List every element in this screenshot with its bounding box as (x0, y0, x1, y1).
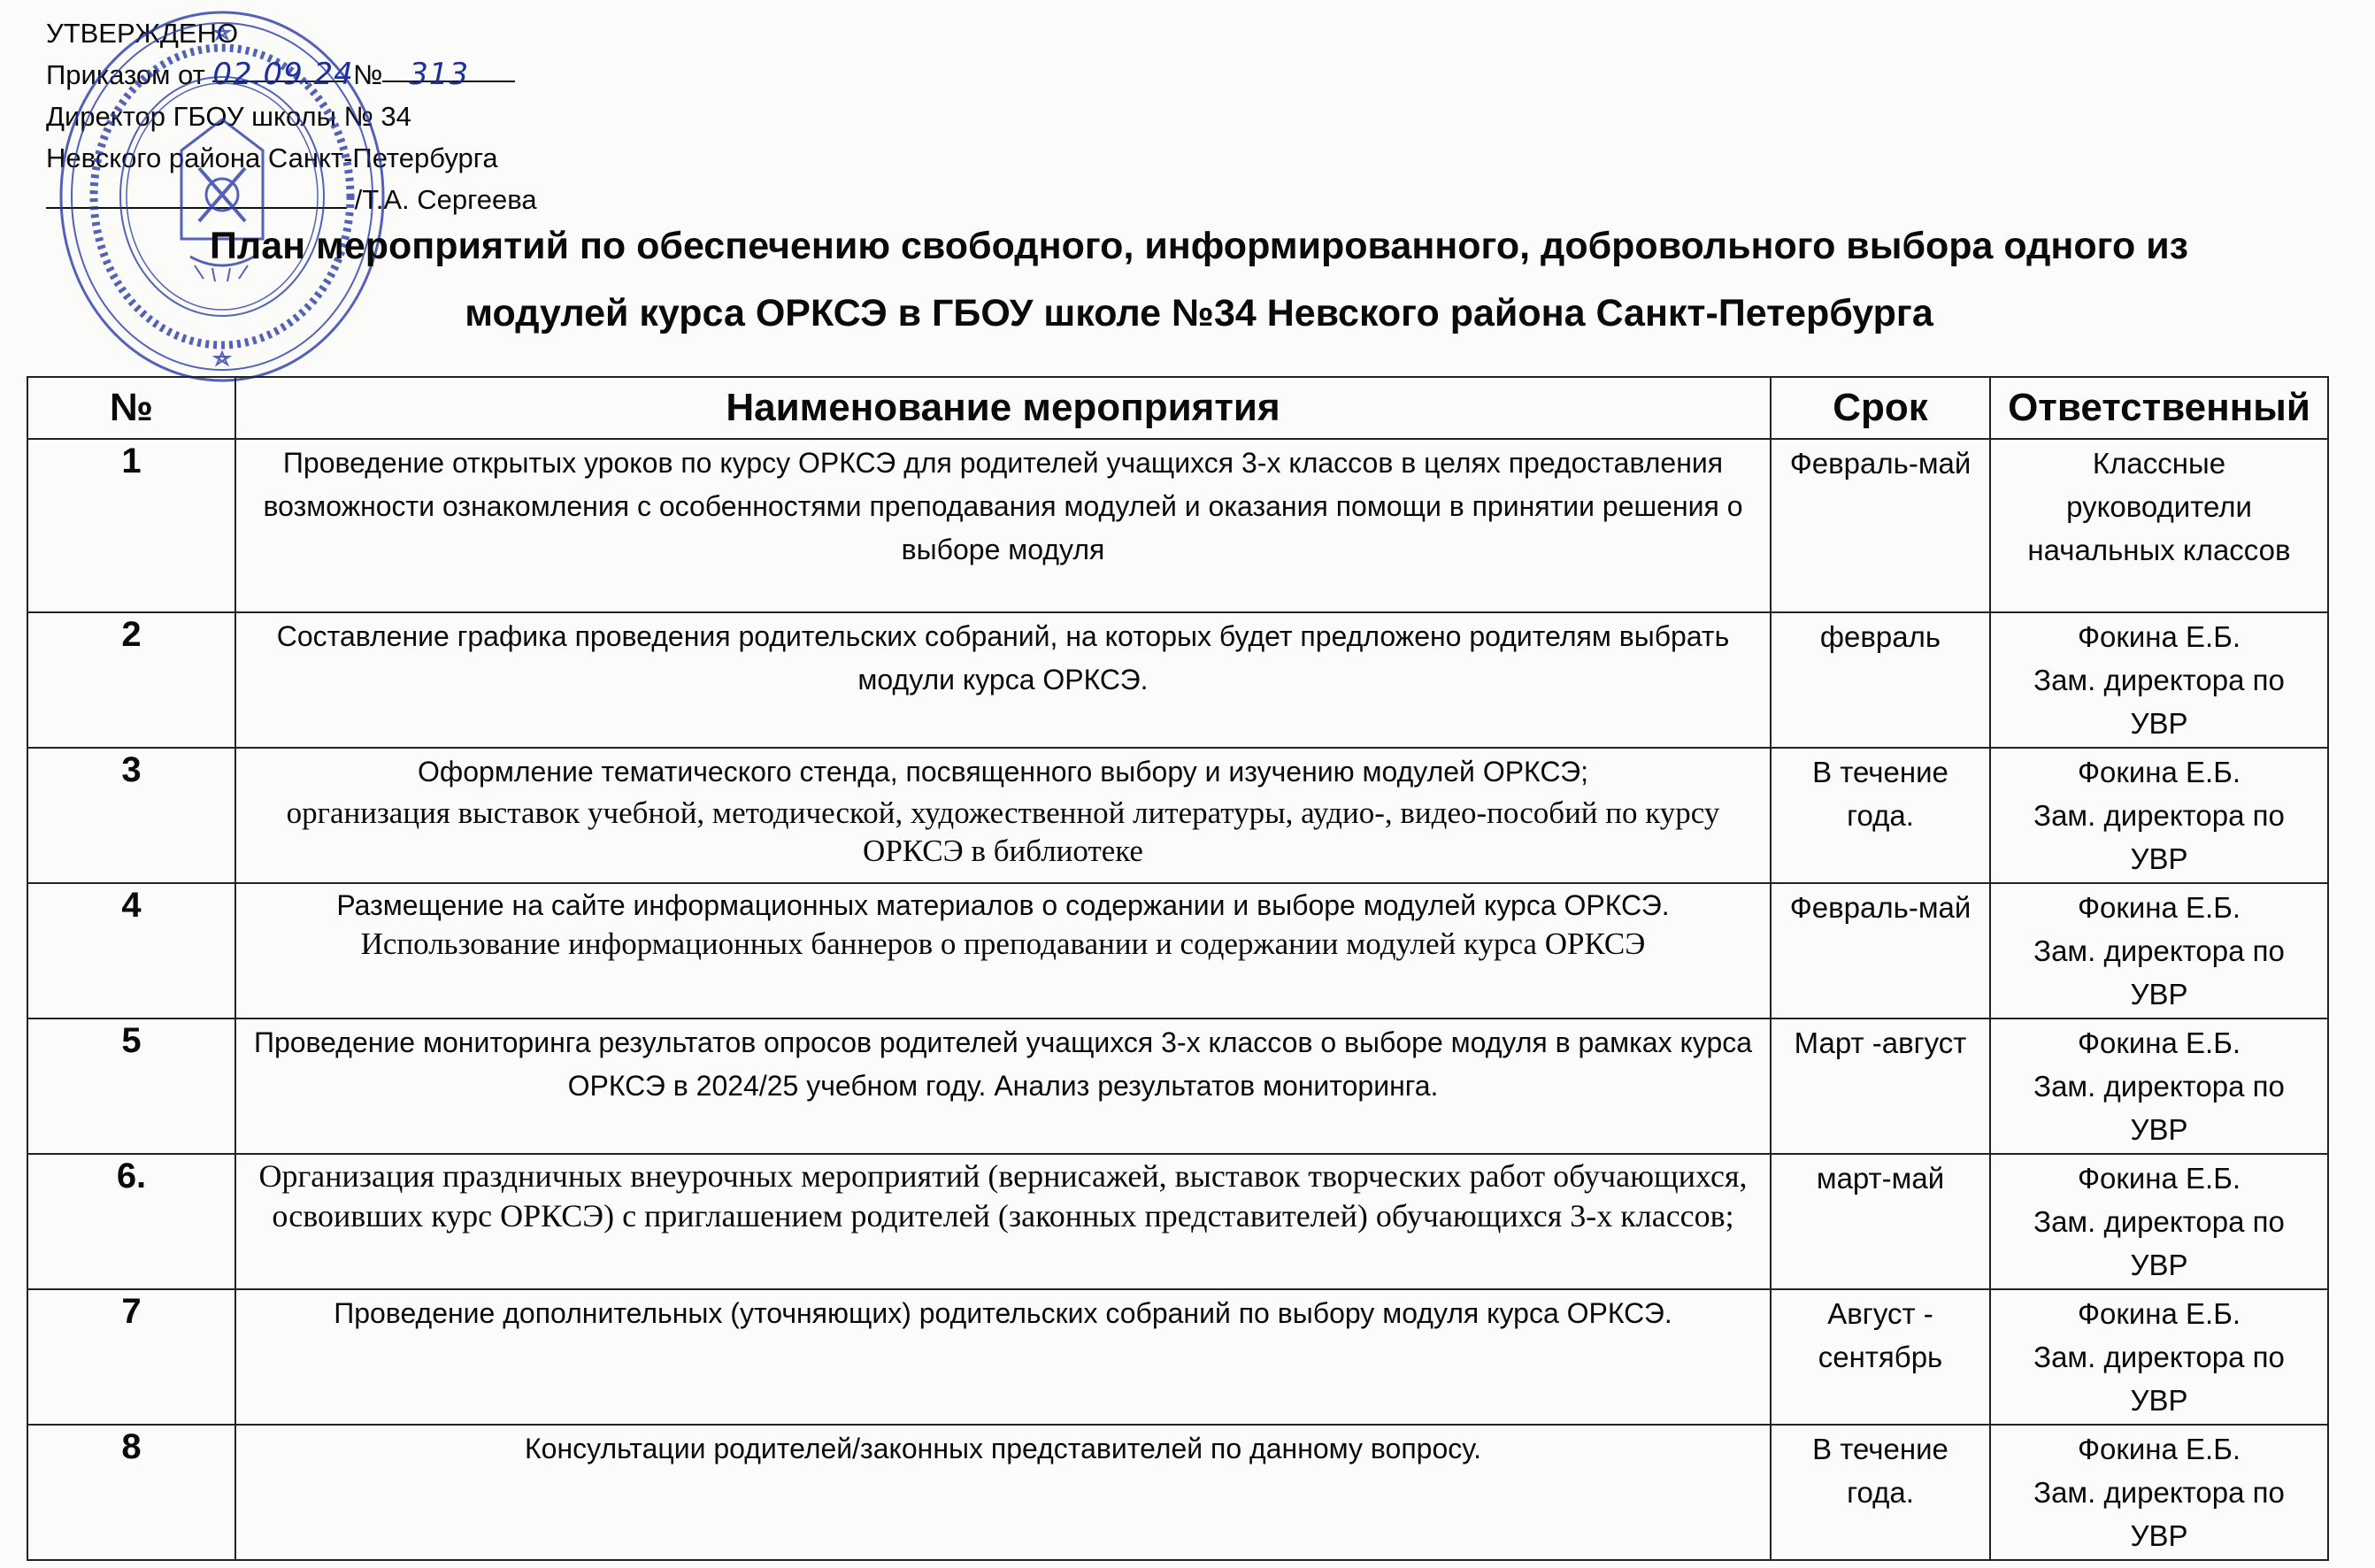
responsible-line: Зам. директора по (2033, 1476, 2285, 1509)
event-name-part: Размещение на сайте информационных материалов о содержании и выборе модулей курса ОРКСЭ. (336, 889, 1670, 921)
event-term: Февраль-май (1771, 439, 1990, 612)
table-row (27, 883, 2328, 1018)
responsible-line: Зам. директора по (2033, 1341, 2285, 1373)
responsible-line: Фокина Е.Б. (2077, 1162, 2241, 1195)
title-line-2: модулей курса ОРКСЭ в ГБОУ школе №34 Невского района Санкт-Петербурга (465, 292, 1933, 334)
event-name: Консультации родителей/законных представителей по данному вопросу. (235, 1425, 1771, 1560)
responsible-line: Зам. директора по (2033, 664, 2285, 696)
table-row (27, 612, 2328, 748)
responsible-line: Фокина Е.Б. (2077, 1433, 2241, 1465)
event-name: Организация праздничных внеурочных мероприятий (вернисажей, выставок творческих работ обучающихся, освоивших курс ОРКСЭ) с приглашением родителей (законных представителей) обучающихся 3-х классов; (235, 1154, 1771, 1289)
header-responsible: Ответственный (1990, 377, 2328, 439)
responsible-line: УВР (2130, 1113, 2188, 1146)
title-line-1: План мероприятий по обеспечению свободного, информированного, добровольного выбора одного из (210, 225, 2188, 267)
responsible-line: УВР (2130, 978, 2188, 1011)
responsible-line: Классные (2092, 447, 2226, 480)
event-name-part: Оформление тематического стенда, посвященного выбору и изучению модулей ОРКСЭ; (418, 756, 1588, 788)
table-row (27, 1154, 2328, 1289)
event-term: Февраль-май (1771, 883, 1990, 1018)
director-district: Невского района Санкт-Петербурга (46, 142, 498, 173)
responsible-line: руководители (2066, 490, 2252, 523)
responsible-line: Зам. директора по (2033, 934, 2285, 967)
table-row (27, 439, 2328, 612)
responsible-line: Фокина Е.Б. (2077, 1297, 2241, 1330)
row-number: 5 (27, 1018, 235, 1154)
row-number: 6. (27, 1154, 235, 1289)
event-name-part: организация выставок учебной, методической, художественной литературы, аудио-, видео-пособий по курсу ОРКСЭ в библиотеке (286, 796, 1720, 868)
event-term: февраль (1771, 612, 1990, 748)
event-responsible (1990, 1018, 2328, 1154)
row-number: 3 (27, 748, 235, 883)
event-term: март-май (1771, 1154, 1990, 1289)
event-responsible (1990, 439, 2328, 612)
header-term: Срок (1771, 377, 1990, 439)
event-responsible (1990, 1154, 2328, 1289)
row-number: 8 (27, 1425, 235, 1560)
approval-heading: УТВЕРЖДЕНО (46, 18, 239, 49)
responsible-line: УВР (2130, 1249, 2188, 1281)
events-table (27, 376, 2329, 1561)
event-responsible (1990, 748, 2328, 883)
responsible-line: Зам. директора по (2033, 1205, 2285, 1238)
responsible-line: УВР (2130, 842, 2188, 875)
responsible-line: Зам. директора по (2033, 799, 2285, 832)
order-number: 313 (409, 57, 470, 92)
event-name: Проведение открытых уроков по курсу ОРКСЭ для родителей учащихся 3-х классов в целях предоставления возможности ознакомления с особенностями преподавания модулей и оказания помощи в принятии решения о выборе модуля (235, 439, 1771, 612)
responsible-line: начальных классов (2027, 534, 2291, 566)
document-title (80, 212, 2318, 347)
event-name (235, 883, 1771, 1018)
responsible-line: Фокина Е.Б. (2077, 620, 2241, 653)
event-name: Составление графика проведения родительских собраний, на которых будет предложено родителям выбрать модули курса ОРКСЭ. (235, 612, 1771, 748)
row-number: 7 (27, 1289, 235, 1425)
order-number-label: № (353, 59, 383, 90)
order-number-field (382, 54, 515, 92)
table-row (27, 1289, 2328, 1425)
event-term: Август - сентябрь (1771, 1289, 1990, 1425)
responsible-line: УВР (2130, 1519, 2188, 1552)
row-number: 2 (27, 612, 235, 748)
responsible-line: Зам. директора по (2033, 1070, 2285, 1103)
signature-name: /Т.А. Сергеева (354, 184, 537, 215)
event-responsible (1990, 1289, 2328, 1425)
responsible-line: УВР (2130, 707, 2188, 740)
header-number: № (27, 377, 235, 439)
event-name: Проведение дополнительных (уточняющих) родительских собраний по выбору модуля курса ОРКСЭ. (235, 1289, 1771, 1425)
event-name: Проведение мониторинга результатов опросов родителей учащихся 3-х классов о выборе модуля в рамках курса ОРКСЭ в 2024/25 учебном году. Анализ результатов мониторинга. (235, 1018, 1771, 1154)
order-date: 02.09.24 (212, 57, 354, 92)
header-event-name: Наименование мероприятия (235, 377, 1771, 439)
table-row (27, 1425, 2328, 1560)
event-responsible (1990, 883, 2328, 1018)
row-number: 4 (27, 883, 235, 1018)
order-prefix: Приказом от (46, 59, 205, 90)
table-header-row (27, 377, 2328, 439)
event-name (235, 748, 1771, 883)
event-name-part: Использование информационных баннеров о преподавании и содержании модулей курса ОРКСЭ (360, 926, 1646, 961)
row-number: 1 (27, 439, 235, 612)
director-position: Директор ГБОУ школы № 34 (46, 101, 411, 132)
table-row (27, 748, 2328, 883)
responsible-line: Фокина Е.Б. (2077, 1026, 2241, 1059)
event-term: Март -август (1771, 1018, 1990, 1154)
responsible-line: Фокина Е.Б. (2077, 756, 2241, 788)
event-responsible (1990, 612, 2328, 748)
responsible-line: Фокина Е.Б. (2077, 891, 2241, 924)
table-row (27, 1018, 2328, 1154)
event-term: В течение года. (1771, 748, 1990, 883)
event-responsible (1990, 1425, 2328, 1560)
responsible-line: УВР (2130, 1384, 2188, 1417)
event-term: В течение года. (1771, 1425, 1990, 1560)
